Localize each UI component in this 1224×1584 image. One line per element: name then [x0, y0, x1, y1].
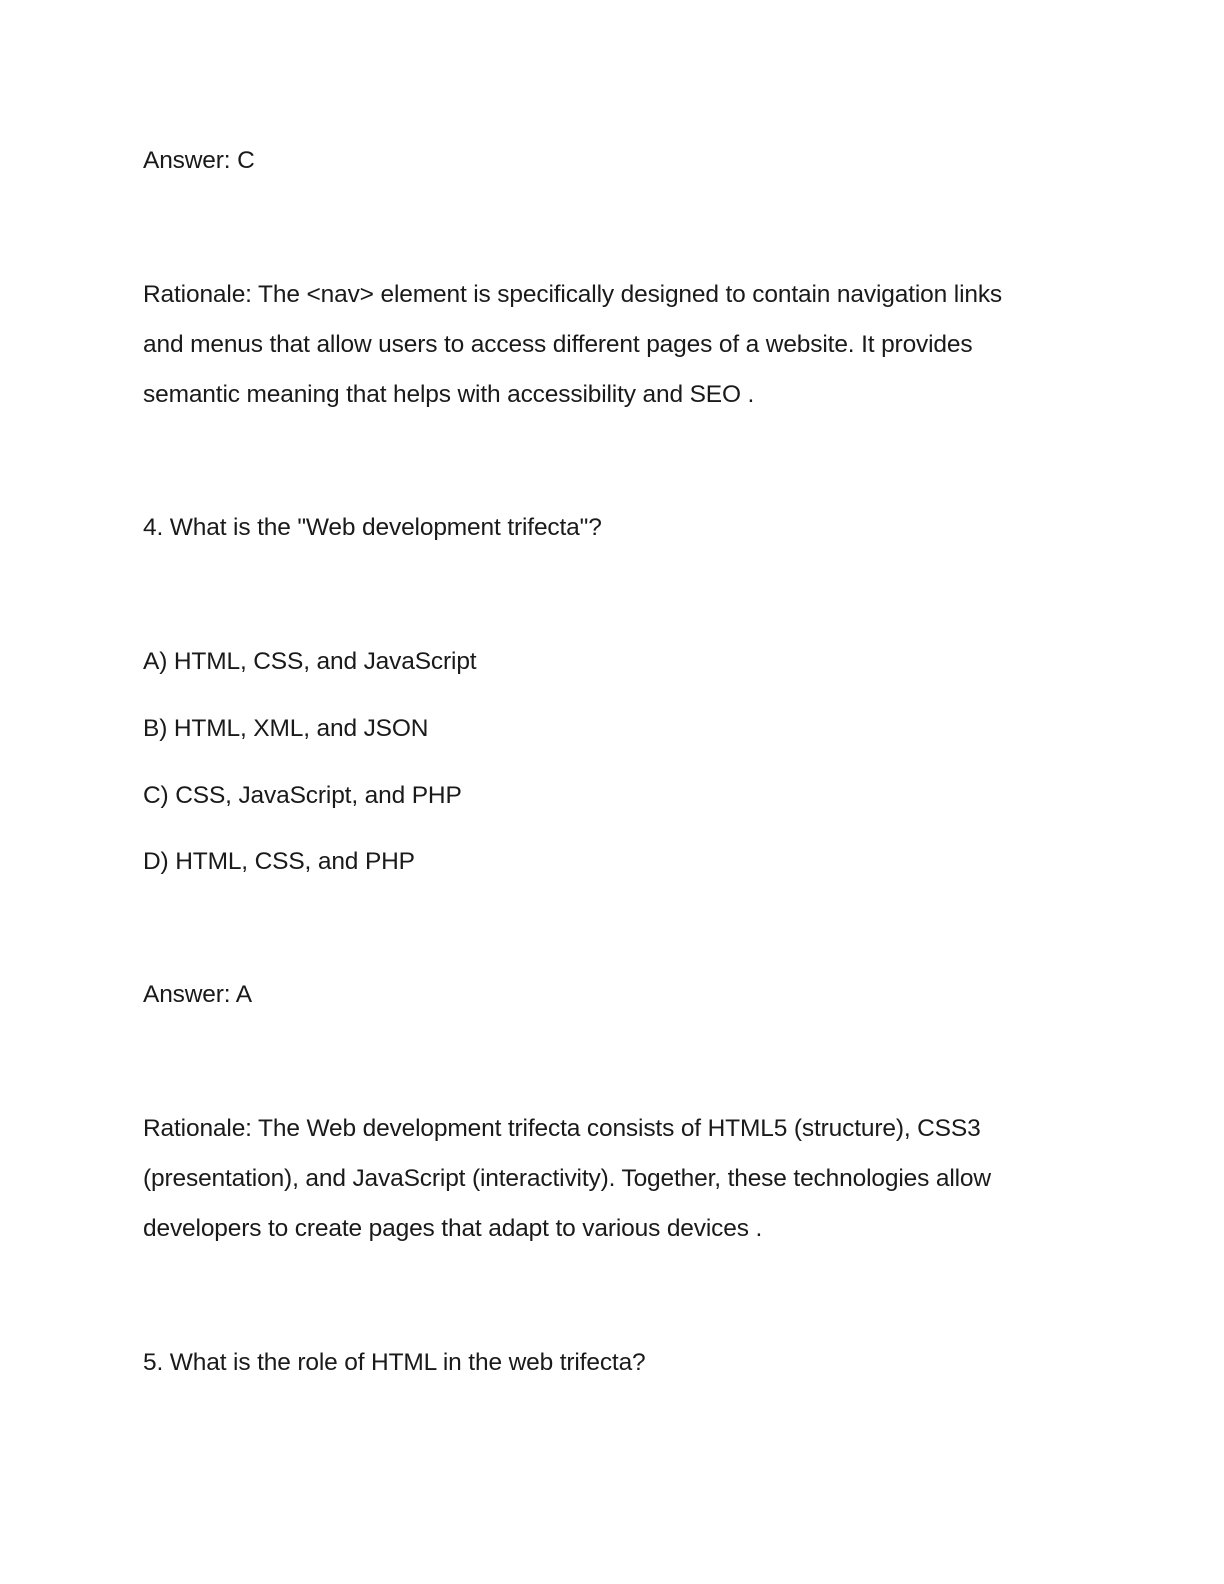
q4-question: 4. What is the "Web development trifecta"? [143, 514, 602, 541]
q5-question: 5. What is the role of HTML in the web trifecta? [143, 1349, 646, 1376]
q3-rationale-line-1: Rationale: The <nav> element is specifically designed to contain navigation links [143, 281, 1003, 308]
q4-rationale-line-2: (presentation), and JavaScript (interactivity). Together, these technologies allow [143, 1165, 991, 1192]
q4-option-c: C) CSS, JavaScript, and PHP [143, 782, 462, 809]
q3-answer: Answer: C [143, 147, 255, 174]
q3-rationale-line-2: and menus that allow users to access different pages of a website. It provides [143, 331, 973, 358]
q4-option-d: D) HTML, CSS, and PHP [143, 848, 415, 875]
q4-option-b: B) HTML, XML, and JSON [143, 715, 429, 742]
q4-rationale-line-1: Rationale: The Web development trifecta consists of HTML5 (structure), CSS3 [143, 1115, 981, 1142]
q4-rationale-line-3: developers to create pages that adapt to various devices . [143, 1215, 763, 1242]
q4-answer: Answer: A [143, 981, 252, 1008]
q3-rationale-line-3: semantic meaning that helps with accessibility and SEO . [143, 381, 755, 408]
q4-option-a: A) HTML, CSS, and JavaScript [143, 648, 477, 675]
